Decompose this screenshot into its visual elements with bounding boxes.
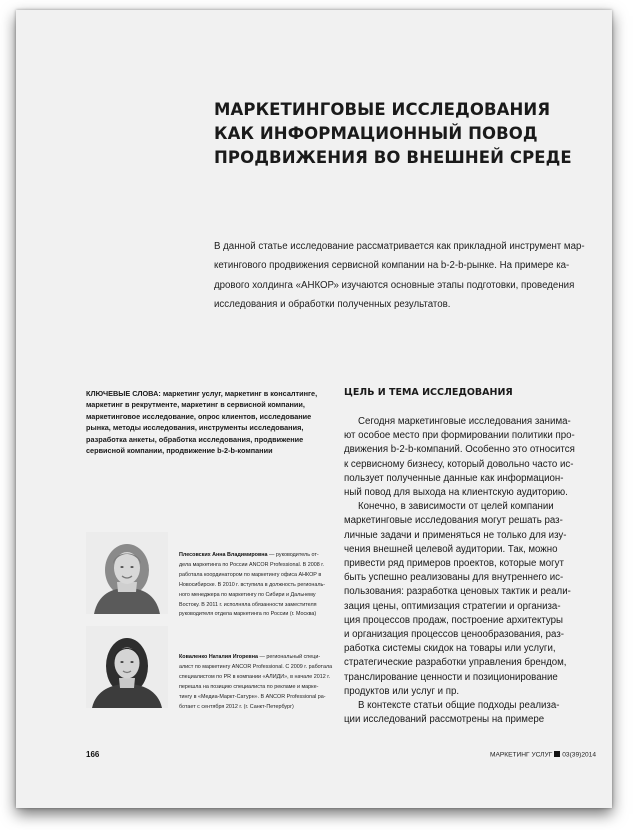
author-bio-1 xyxy=(179,551,341,620)
body-line: ции исследований рассмотрены на примере xyxy=(344,714,545,726)
issue-number: 03(39)2014 xyxy=(562,751,596,759)
body-line: стратегические разработки управления брендом, xyxy=(344,657,567,669)
bio-text: — региональный специ- xyxy=(257,654,321,660)
body-line: чения внешней целевой аудитории. Так, можно xyxy=(344,543,558,555)
keywords-text: маркетинг услуг, маркетинг в консалтинге, xyxy=(160,389,318,398)
keywords-label: КЛЮЧЕВЫЕ СЛОВА: xyxy=(86,389,161,398)
author-photo-2 xyxy=(86,626,168,708)
body-line: пользует полученные данные как информацион- xyxy=(344,472,564,484)
title-line: КАК ИНФОРМАЦИОННЫЙ ПОВОД xyxy=(214,124,538,143)
keywords-block xyxy=(86,388,348,456)
body-line: к сервисному бизнесу, который довольно часто ис- xyxy=(344,458,574,470)
keywords-line: маркетинговое исследование, опрос клиентов, исследование xyxy=(86,411,312,421)
body-line: привести ряд примеров проектов, которые могут xyxy=(344,558,564,570)
body-line: работка системы скидок на товары или услуги, xyxy=(344,643,556,655)
body-line: пользования: разработка ценовых тактик и реали- xyxy=(344,586,571,598)
body-line: личные задачи и применяться не только для изу- xyxy=(344,529,567,541)
body-line: маркетинговые исследования могут решать раз- xyxy=(344,515,563,527)
lead-line: дрового холдинга «АНКОР» изучаются основные этапы подготовки, проведения xyxy=(214,279,575,291)
keywords-line: маркетинг в рекрутменте, маркетинг в сервисной компании, xyxy=(86,400,305,410)
body-line: ный повод для выхода на клиентскую аудиторию. xyxy=(344,487,568,499)
keywords-line: рынка, методы исследования, инструменты исследования, xyxy=(86,423,304,433)
title-line: ПРОДВИЖЕНИЯ ВО ВНЕШНЕЙ СРЕДЕ xyxy=(214,148,572,167)
bio-text: — руководитель от- xyxy=(267,552,319,558)
body-line: В контексте статьи общие подходы реализа- xyxy=(358,700,560,712)
body-line: движения b-2-b-компаний. Особенно это относится xyxy=(344,444,575,456)
section-heading: ЦЕЛЬ И ТЕМА ИССЛЕДОВАНИЯ xyxy=(344,387,513,398)
bio-line: ботает с сентября 2012 г. (г. Санкт-Петербург) xyxy=(179,703,294,710)
lead-line: исследования и обработки полученных результатов. xyxy=(214,299,451,311)
body-line: ция процессов продаж, построение архитектуры xyxy=(344,614,564,626)
bio-line: Новосибирске. В 2010 г. вступила в должность региональ- xyxy=(179,581,326,588)
article-title xyxy=(214,98,604,170)
author-photo-1 xyxy=(86,532,168,614)
bio-line xyxy=(179,551,341,561)
page-number: 166 xyxy=(86,750,100,759)
portrait-icon xyxy=(86,532,168,614)
portrait-icon xyxy=(86,626,168,708)
body-line: Конечно, в зависимости от целей компании xyxy=(358,501,554,513)
keywords-line: разработка анкеты, обработка исследования, продвижение xyxy=(86,434,304,444)
article-lead xyxy=(214,237,588,315)
keywords-line: сервисной компании, продвижение b-2-b-компании xyxy=(86,446,273,456)
bio-line: тингу в «Медиа-Маркт-Сатурн». В ANCOR Professional ра- xyxy=(179,693,326,700)
journal-page xyxy=(16,10,612,808)
bio-line: ного менеджера по маркетингу по Сибири и Дальнему xyxy=(179,591,316,598)
body-line: транслирование ценности и позиционирование xyxy=(344,671,558,683)
lead-line: кетингового продвижения сервисной компании на b-2-b-рынке. На примере ка- xyxy=(214,260,570,272)
author-bio-2 xyxy=(179,653,341,712)
bio-line: специалистом по PR в компании «АЛИДИ», в начале 2012 г. xyxy=(179,673,331,680)
bio-line: Востоку. В 2011 г. исполняла обязанности заместителя xyxy=(179,601,317,608)
bio-line: алист по маркетингу ANCOR Professional. С 2009 г. работала xyxy=(179,663,333,670)
body-line: Сегодня маркетинговые исследования занима- xyxy=(358,416,571,427)
lead-line: В данной статье исследование рассматривается как прикладной инструмент мар- xyxy=(214,241,585,252)
title-line: МАРКЕТИНГОВЫЕ ИССЛЕДОВАНИЯ xyxy=(214,100,551,119)
body-line: зация цены, оптимизация стратегии и организа- xyxy=(344,600,561,612)
magazine-name: МАРКЕТИНГ УСЛУГ xyxy=(489,751,553,759)
author-name-2: Коваленко Наталия Игоревна xyxy=(179,654,258,660)
body-line: ют особое место при формировании политики про- xyxy=(344,430,575,442)
keywords-line xyxy=(86,388,348,399)
bio-line: перешла на позицию специалиста по рекламе и марке- xyxy=(179,683,319,690)
bio-line xyxy=(179,653,341,663)
bio-line: руководителя отдела маркетинга по России (г. Москва) xyxy=(179,611,317,618)
magazine-footer xyxy=(490,751,596,759)
body-line: и организация процессов ценообразования, раз- xyxy=(344,629,564,641)
bio-line: работала координатором по маркетингу офиса АНКОР в xyxy=(179,571,322,578)
square-icon xyxy=(554,751,560,757)
article-body xyxy=(344,415,606,727)
bio-line: дела маркетинга по России ANCOR Professional. В 2008 г. xyxy=(179,561,325,568)
body-line: быть успешно реализованы для внутреннего ис- xyxy=(344,572,564,584)
author-name-1: Плесовских Анна Владимировна xyxy=(179,552,268,558)
body-line: продуктов или услуг и пр. xyxy=(344,685,460,697)
